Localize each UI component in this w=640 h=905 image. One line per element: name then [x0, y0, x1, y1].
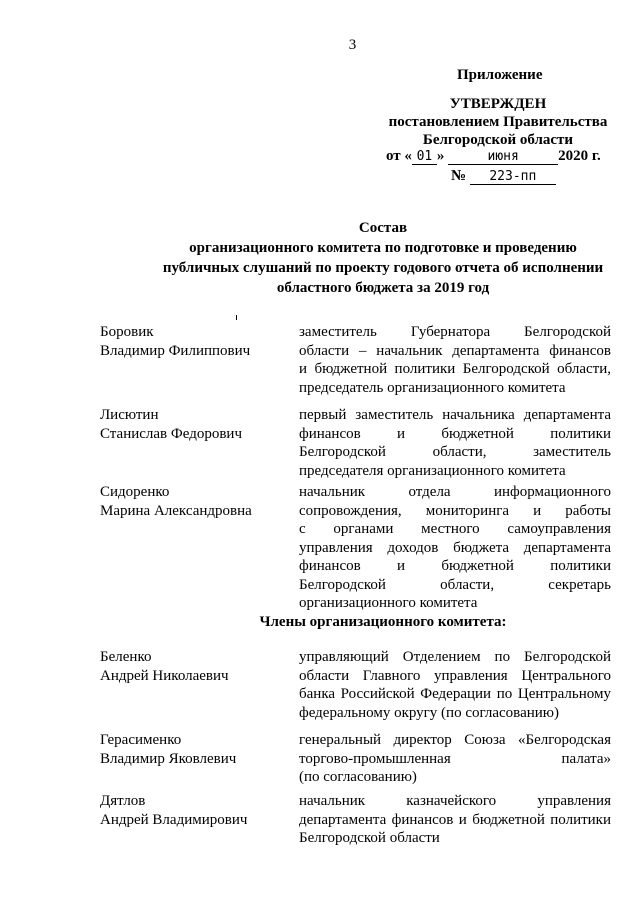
approved-heading: УТВЕРЖДЕН [449, 96, 547, 112]
person-role [299, 483, 611, 613]
document-title [100, 218, 640, 298]
person-role [299, 323, 611, 397]
role-line: (по согласованию) [299, 769, 417, 785]
role-line: управления доходов бюджета департамента [299, 539, 611, 556]
person-name [100, 648, 229, 685]
person-name [100, 483, 252, 520]
person-given-name: Марина Александровна [100, 502, 252, 519]
person-surname: Беленко [100, 649, 152, 665]
role-line: финансов и бюджетной политики [299, 425, 611, 442]
role-line: первый заместитель начальника департамента [299, 407, 611, 423]
approval-number [451, 168, 556, 185]
page-number: 3 [348, 37, 357, 53]
date-mid: » [436, 148, 445, 164]
role-line: и бюджетной политики Белгородской области, [299, 361, 611, 377]
role-line: начальник казначейского управления [299, 793, 611, 809]
person-role [299, 406, 611, 480]
date-prefix: от « [386, 148, 412, 164]
person-name [100, 731, 236, 768]
person-given-name: Андрей Николаевич [100, 667, 229, 684]
role-line: начальник отдела информационного [299, 484, 611, 500]
appendix-label: Приложение [457, 67, 543, 83]
person-role [299, 648, 611, 722]
role-line: области – начальник департамента финансов [299, 342, 611, 359]
approved-by-line2: Белгородской области [422, 132, 574, 148]
approval-block [385, 95, 611, 149]
members-heading: Члены организационного комитета: [259, 614, 507, 630]
person-given-name: Станислав Федорович [100, 425, 242, 442]
person-name [100, 406, 242, 443]
approved-by-line1: постановлением Правительства [388, 114, 608, 130]
date-day: 01 [412, 149, 437, 165]
role-line: Белгородской области, заместитель [299, 444, 611, 460]
person-surname: Лисютин [100, 407, 159, 423]
person-given-name: Андрей Владимирович [100, 811, 248, 828]
person-surname: Герасименко [100, 732, 182, 748]
person-role [299, 731, 611, 787]
role-line: области Главного управления Центрального [299, 667, 611, 684]
title-line-2: организационного комитета по подготовке и проведению [189, 240, 577, 256]
role-line: Белгородской области, секретарь [299, 576, 611, 593]
role-line: банка Российской Федерации по Центральному [299, 686, 611, 702]
role-line: сопровождения, мониторинга и работы [299, 502, 611, 519]
title-line-4: областного бюджета за 2019 год [276, 280, 490, 296]
person-surname: Сидоренко [100, 484, 170, 500]
person-role [299, 792, 611, 848]
approval-date [386, 148, 601, 165]
person-name [100, 792, 247, 829]
date-year: 2020 г. [558, 148, 601, 164]
margin-tick [236, 315, 237, 320]
role-line: торгово-промышленная палата» [299, 750, 611, 767]
title-line-1: Состав [358, 220, 408, 236]
role-line: заместитель Губернатора Белгородской [299, 324, 611, 340]
number-prefix: № [451, 168, 467, 184]
role-line: федеральному округу (по согласованию) [299, 704, 559, 721]
person-surname: Боровик [100, 324, 154, 340]
number-value: 223-пп [470, 169, 556, 185]
role-line: организационного комитета [299, 595, 478, 611]
role-line: председателя организационного комитета [299, 462, 566, 479]
person-given-name: Владимир Яковлевич [100, 750, 237, 767]
role-line: с органами местного самоуправления [299, 521, 611, 537]
role-line: управляющий Отделением по Белгородской [299, 649, 611, 665]
role-line: председатель организационного комитета [299, 379, 566, 396]
role-line: Белгородской области [299, 830, 440, 846]
person-given-name: Владимир Филиппович [100, 342, 251, 359]
date-month: июня [448, 149, 558, 165]
title-line-3: публичных слушаний по проекту годового отчета об исполнении [162, 260, 604, 276]
person-name [100, 323, 250, 360]
role-line: финансов и бюджетной политики [299, 558, 611, 574]
person-surname: Дятлов [100, 793, 146, 809]
role-line: департамента финансов и бюджетной политики [299, 811, 611, 828]
role-line: генеральный директор Союза «Белгородская [299, 732, 611, 748]
